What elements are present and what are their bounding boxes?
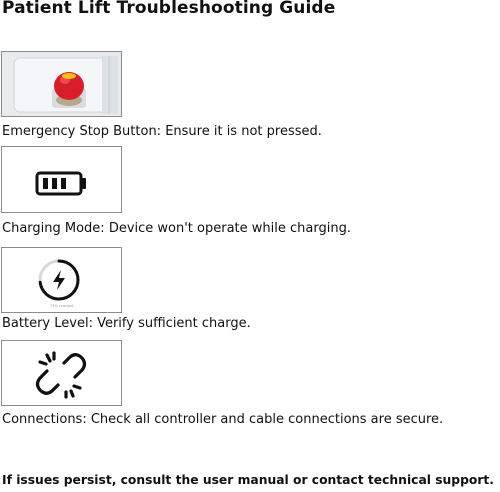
battery-level-caption: Battery Level: Verify sufficient charge. xyxy=(2,316,251,331)
connections-caption: Connections: Check all controller and cable connections are secure. xyxy=(2,412,444,427)
emergency-stop-photo xyxy=(1,51,122,117)
charging-mode-caption: Charging Mode: Device won't operate while charging. xyxy=(2,221,351,236)
broken-link-icon xyxy=(2,341,122,406)
footer-note: If issues persist, consult the user manual or contact technical support. xyxy=(2,473,494,487)
charge-level-label: 73% charged xyxy=(49,304,74,308)
emergency-stop-caption: Emergency Stop Button: Ensure it is not pressed. xyxy=(2,124,322,139)
emergency-stop-illustration xyxy=(2,52,122,117)
battery-level-panel xyxy=(1,247,122,313)
connections-panel xyxy=(1,340,122,406)
battery-icon xyxy=(2,147,122,213)
page-title: Patient Lift Troubleshooting Guide xyxy=(2,0,336,18)
charging-mode-panel xyxy=(1,146,122,213)
